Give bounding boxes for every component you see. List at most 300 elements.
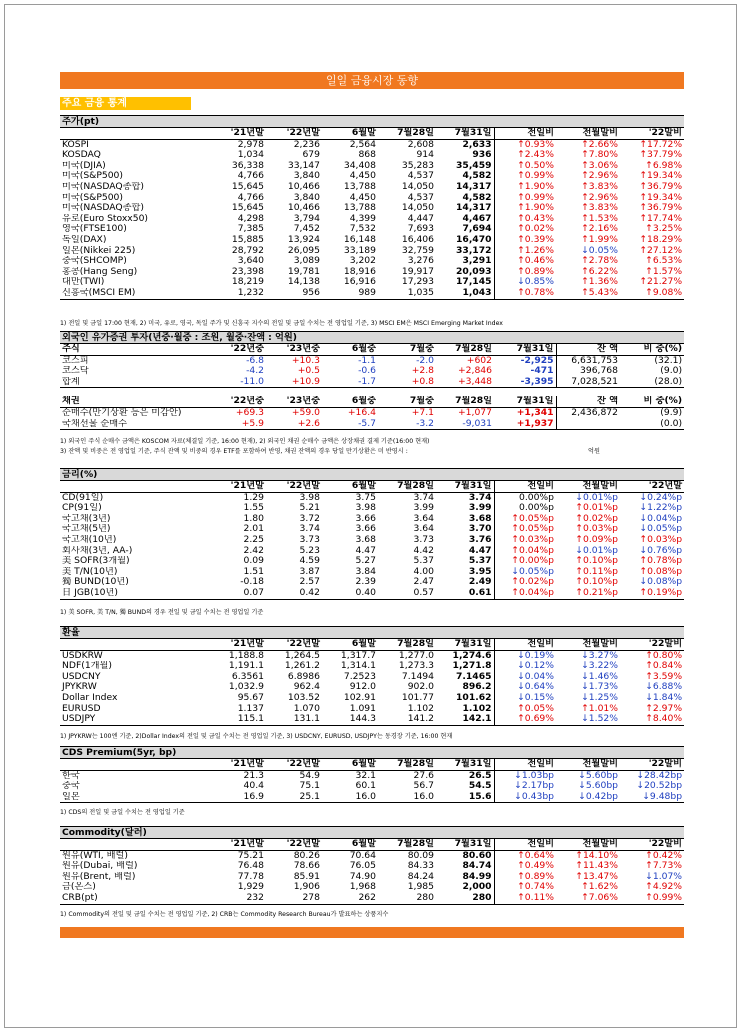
column-header: 6월말 [322, 639, 378, 651]
cell-value: 1,906 [293, 882, 320, 893]
cell-value: 7,693 [407, 224, 434, 235]
cell-value: ↓1.03bp [494, 770, 556, 781]
cell-value: ↑7.73% [645, 861, 683, 872]
cell-value: ↑0.80% [645, 650, 683, 661]
cell-value: ↓0.19% [494, 650, 556, 661]
cell-value: ↑0.05%p [494, 524, 556, 535]
spacer-row [60, 388, 684, 397]
cell-value: ↑0.99% [620, 893, 684, 904]
cell-value: 1,034 [237, 150, 264, 161]
column-header: 6월말 [322, 839, 378, 851]
column-header: 7월31일 [436, 128, 494, 140]
cell-value: 1,035 [378, 288, 436, 299]
column-header: 주식 [60, 344, 210, 356]
table-row [60, 650, 684, 661]
cell-value: ↑3.06% [581, 160, 618, 171]
cell-value: (0.0) [620, 419, 684, 430]
cell-value: 7,452 [293, 224, 320, 235]
cell-value: ↑0.50% [494, 161, 556, 172]
cell-value: 914 [416, 150, 434, 161]
cell-value: 16,148 [343, 234, 376, 245]
table-row [60, 893, 684, 904]
fx-header-row [60, 639, 684, 651]
cell-value: 19,917 [401, 266, 434, 277]
cell-value: 1,264.5 [284, 650, 320, 661]
cell-value: 4.59 [299, 556, 320, 567]
cell-value: ↑0.49% [494, 861, 556, 872]
cell-value: ↓0.08%p [639, 577, 683, 588]
cell-value: ↑19.34% [639, 171, 683, 182]
table-row [60, 355, 684, 366]
cell-value: 144.3 [322, 714, 378, 725]
cell-value: 1,043 [436, 288, 494, 299]
cell-value: 3.99 [413, 503, 434, 514]
cell-value: 75.1 [299, 781, 320, 792]
column-header: 7월31일 [436, 639, 494, 651]
cell-value: 2.42 [243, 545, 264, 556]
cell-value: ↓1.25% [581, 692, 618, 703]
cell-value: 32,759 [401, 245, 434, 256]
cell-value: 1,273.3 [398, 661, 434, 672]
cell-value: ↓0.85% [494, 277, 556, 288]
cell-value: 77.78 [237, 871, 264, 882]
cell-value: 10,466 [287, 203, 320, 214]
table-row [60, 714, 684, 725]
cell-value: ↑17.74% [639, 213, 683, 224]
cell-value: 232 [210, 893, 266, 904]
table-row [60, 882, 684, 893]
cell-value: +2.6 [266, 419, 322, 430]
table-row [60, 288, 684, 299]
cell-value: ↑0.02% [494, 224, 556, 235]
cell-value: 3.66 [355, 524, 376, 535]
cell-value: ↑1.26% [494, 246, 556, 257]
cell-value: 14,317 [456, 181, 492, 192]
cell-value: 4,447 [407, 213, 434, 224]
cell-value: ↑37.79% [639, 150, 683, 161]
row-label: 獨 BUND(10년) [62, 577, 129, 588]
cell-value: -4.2 [246, 366, 264, 377]
cell-value: 3,840 [293, 192, 320, 203]
cell-value: ↑2.16% [581, 224, 618, 235]
cell-value: 26.5 [468, 770, 492, 781]
cell-value: ↑2.96% [581, 192, 618, 203]
cell-value: 14,050 [401, 181, 434, 192]
row-label: CP(91일) [62, 503, 102, 514]
cell-value: 3.66 [355, 513, 376, 524]
row-label: 한국 [62, 770, 80, 781]
column-header: '22년말 [266, 839, 322, 851]
row-label: 日 JGB(10년) [60, 588, 210, 599]
cds-table [60, 746, 684, 803]
cell-value: ↓5.60bp [578, 770, 618, 781]
cell-value: 3.75 [355, 492, 376, 503]
cell-value: ↑2.97% [645, 703, 683, 714]
cell-value: 5.37 [413, 556, 434, 567]
cell-value: ↓0.01%p [575, 492, 618, 503]
foreign-investment-table [60, 331, 684, 430]
cell-value: ↑3.25% [645, 224, 683, 235]
column-header: 7월31일 [494, 344, 556, 356]
cell-value: ↑14.10% [575, 850, 618, 861]
column-header: 전일비 [494, 128, 556, 140]
cell-value: 1.29 [243, 492, 264, 503]
row-label: 일본 [60, 792, 210, 803]
foreign-note-unit: 억원 [588, 448, 600, 455]
cell-value: 3,202 [349, 256, 376, 267]
table-row [60, 377, 684, 388]
cell-value: ↑0.02%p [494, 577, 556, 588]
row-label: 원유(WTI, 배럴) [62, 850, 128, 861]
cell-value: -11.0 [210, 377, 266, 388]
column-header: 6월중 [322, 344, 378, 356]
row-label: NDF(1개월) [62, 661, 112, 672]
cell-value: 3.76 [468, 534, 492, 545]
cell-value: 1.070 [293, 703, 320, 714]
cell-value: ↑5.43% [556, 288, 620, 299]
cell-value: +10.3 [291, 355, 320, 366]
cell-value: 25.1 [266, 792, 322, 803]
cell-value: 2,978 [237, 139, 264, 150]
cell-value: 56.7 [413, 781, 434, 792]
column-header: '21년말 [210, 759, 266, 771]
cell-value: 679 [302, 150, 320, 161]
cell-value: -471 [530, 366, 554, 377]
table-row [60, 682, 684, 693]
cell-value: +1,077 [457, 407, 492, 418]
cell-value: (9.0) [660, 366, 683, 377]
cell-value: 4.47 [468, 545, 492, 556]
column-header: '23년중 [266, 344, 322, 356]
cell-value: 962.4 [293, 682, 320, 693]
cell-value: 2,564 [349, 139, 376, 150]
cell-value: 396,768 [556, 366, 620, 377]
column-header: 잔 액 [556, 344, 620, 356]
cell-value: 2,608 [407, 139, 434, 150]
cell-value: 10,466 [287, 181, 320, 192]
table-row [60, 492, 684, 503]
cell-value: ↑6.98% [645, 160, 683, 171]
column-header: 비 중(%) [620, 396, 684, 407]
column-header: 7월31일 [436, 759, 494, 771]
row-label: 금(온스) [62, 882, 96, 893]
cell-value: +59.0 [291, 407, 320, 418]
cell-value: ↑8.40% [620, 714, 684, 725]
cell-value: 0.61 [436, 588, 494, 599]
cell-value: 21.3 [243, 770, 264, 781]
row-label: 일본(Nikkei 225) [62, 245, 136, 256]
cell-value: ↑0.05% [494, 704, 556, 715]
table-row [60, 193, 684, 204]
row-label: 홍콩(Hang Seng) [62, 266, 138, 277]
foreign-section-title: 외국인 유가증권 투자(년중·월중 : 조원, 월중·잔액 : 억원) [60, 332, 684, 344]
cell-value: 868 [358, 150, 376, 161]
cell-value: 3,794 [293, 213, 320, 224]
cell-value: ↑1.53% [581, 213, 618, 224]
cell-value: 1,968 [349, 882, 376, 893]
cell-value: 3.72 [299, 513, 320, 524]
cell-value: 101.62 [456, 692, 492, 703]
fx-section-title: 환율 [60, 627, 684, 639]
column-header: '22년말 [620, 481, 684, 493]
table-row [60, 139, 684, 150]
cell-value: 16.9 [210, 792, 266, 803]
cell-value: 3.64 [413, 524, 434, 535]
column-header: 잔 액 [556, 396, 620, 407]
cell-value: ↑0.03%p [494, 535, 556, 546]
cell-value: ↑19.34% [639, 192, 683, 203]
cell-value: ↓1.84% [645, 692, 683, 703]
cell-value: 13,788 [343, 181, 376, 192]
cell-value: 3.95 [468, 566, 492, 577]
cell-value: 1,274.6 [452, 650, 492, 661]
column-header: 7월31일 [494, 396, 556, 407]
column-header: '22년중 [210, 344, 266, 356]
row-label: USDJPY [60, 714, 210, 725]
column-header: 7월중 [378, 396, 436, 407]
cell-value: 956 [266, 288, 322, 299]
rates-note: 1) 美 SOFR, 美 T/N, 獨 BUND의 경우 전일 및 금일 수치는 전 영업일 기준 [60, 609, 264, 616]
cell-value: 54.5 [468, 781, 492, 792]
footer-bar [60, 927, 684, 938]
cell-value: ↑0.74% [494, 882, 556, 893]
cell-value: +1,341 [516, 407, 554, 418]
row-label: 순매수(만기상환 등은 미감안) [62, 407, 182, 418]
column-header [60, 481, 210, 493]
cell-value: 16.0 [378, 792, 436, 803]
cell-value: 902.0 [407, 682, 434, 693]
cell-value: 80.60 [462, 850, 492, 861]
cell-value: ↑13.47% [575, 871, 618, 882]
cell-value: ↑0.10%p [575, 556, 618, 567]
stock-note: 1) 전일 및 금일 17:00 현재, 2) 미국, 유로, 영국, 독일 주가 및 신흥국 지수의 전일 및 금일 수치는 전 영업일 기준, 3) MSCI EM은 MSCI Emerging Market Index [60, 320, 503, 327]
cell-value: 3.74 [468, 492, 492, 503]
cell-value: ↓2.17bp [494, 781, 556, 792]
cell-value: 131.1 [266, 714, 322, 725]
cell-value: 103.52 [287, 692, 320, 703]
cell-value: 1.80 [243, 513, 264, 524]
table-row [60, 770, 684, 781]
row-label: EURUSD [62, 703, 101, 714]
column-header: '22말비 [620, 639, 684, 651]
cell-value: 989 [322, 288, 378, 299]
cell-value: 15,645 [231, 181, 264, 192]
cell-value: ↑1.01% [581, 703, 618, 714]
cell-value: 15,645 [231, 203, 264, 214]
column-header: '22년중 [210, 396, 266, 407]
column-header: '22년말 [266, 639, 322, 651]
foreign-note-2: 3) 잔액 및 비중은 전 영업일 기준, 주식 잔액 및 비중의 경우 ETF를 포함하여 반영, 채권 잔액의 경우 당일 만기상환은 미 반영시 : [60, 448, 408, 455]
cell-value: 76.48 [237, 861, 264, 872]
row-label: JPYKRW [62, 682, 97, 693]
cell-value: 141.2 [378, 714, 436, 725]
cell-value: ↑0.43% [494, 214, 556, 225]
cell-value: ↑3.83% [581, 203, 618, 214]
cell-value: ↑0.46% [494, 256, 556, 267]
cell-value: ↑0.69% [494, 714, 556, 725]
cell-value: ↑0.00%p [494, 556, 556, 567]
cell-value: 2,633 [462, 139, 492, 150]
table-row [60, 267, 684, 278]
cell-value: ↑0.78% [494, 288, 556, 299]
cell-value: +1,937 [494, 419, 556, 430]
row-label: CRB(pt) [60, 893, 210, 904]
cell-value: 5.37 [468, 556, 492, 567]
table-row [60, 567, 684, 578]
cell-value: ↓0.05%p [639, 524, 683, 535]
cell-value: ↓1.52% [556, 714, 620, 725]
cell-value: 85.91 [293, 871, 320, 882]
row-label: 美 SOFR(3개월) [62, 556, 130, 567]
row-label: KOSPI [62, 139, 89, 150]
cell-value: ↑7.80% [581, 150, 618, 161]
cell-value: 1,277.0 [398, 650, 434, 661]
row-label: 원유(Dubai, 배럴) [62, 861, 138, 872]
cell-value: +7.1 [411, 407, 434, 418]
cell-value: 7,532 [349, 224, 376, 235]
cell-value: 1.102 [462, 703, 492, 714]
cell-value: ↑2.43% [494, 150, 556, 161]
cell-value: 7.1465 [456, 671, 492, 682]
table-row [60, 246, 684, 257]
cell-value: ↑0.84% [645, 661, 683, 672]
cell-value: 5.21 [299, 503, 320, 514]
cds-note: 1) CDS의 전일 및 금일 수치는 전 영업일 기준 [60, 809, 185, 816]
column-header: '22년말 [266, 481, 322, 493]
cell-value: -9,031 [436, 419, 494, 430]
row-label: 대만(TWI) [62, 277, 105, 288]
fx-note: 1) JPYKRW는 100엔 기준, 2)Dollar Index의 전일 및 금일 수치는 전 영업일 기준, 3) USDCNY, EURUSD, USDJPY는 동경장 기준, 16:00 현재 [60, 733, 453, 740]
cell-value: 4,582 [462, 192, 492, 203]
cell-value: 6,631,753 [556, 355, 620, 366]
cell-value: 4,450 [349, 192, 376, 203]
cell-value: 1.55 [243, 503, 264, 514]
cell-value: 0.00%p [494, 492, 556, 503]
cell-value: ↑0.21%p [556, 588, 620, 599]
cell-value: ↑2.96% [581, 171, 618, 182]
cell-value: 896.2 [462, 682, 492, 693]
row-label: Dollar Index [62, 692, 118, 703]
stock-header-row [60, 128, 684, 140]
cell-value: 7.2523 [343, 671, 376, 682]
cell-value: 95.67 [237, 692, 264, 703]
cell-value: ↑0.03%p [639, 534, 683, 545]
cell-value: 0.57 [378, 588, 436, 599]
cell-value: 3.73 [413, 534, 434, 545]
cell-value: 13,924 [287, 234, 320, 245]
cell-value: 14,317 [456, 203, 492, 214]
cell-value: -1.1 [358, 355, 376, 366]
cell-value: ↑0.01%p [575, 503, 618, 514]
cell-value: +69.3 [235, 407, 264, 418]
cell-value: 2.57 [299, 577, 320, 588]
cell-value: 18,219 [231, 277, 264, 288]
column-header: '22년말 [266, 759, 322, 771]
cell-value: ↑0.89% [494, 872, 556, 883]
table-row [60, 872, 684, 883]
cell-value: 54.9 [299, 770, 320, 781]
cell-value: 33,172 [456, 245, 492, 256]
cell-value: ↓0.76%p [639, 545, 683, 556]
column-header: 채권 [60, 396, 210, 407]
cell-value: 16.0 [322, 792, 378, 803]
stock-section-title: 주가(pt) [60, 116, 684, 128]
row-label: 중국(SHCOMP) [62, 256, 127, 267]
table-row [60, 535, 684, 546]
row-label: 국채선물 순매수 [60, 419, 210, 430]
cell-value: 80.26 [293, 850, 320, 861]
cell-value: 36,338 [231, 160, 264, 171]
column-header [60, 759, 210, 771]
table-row [60, 514, 684, 525]
cell-value: +602 [466, 355, 492, 366]
cell-value: 4,399 [349, 213, 376, 224]
table-row [60, 577, 684, 588]
cell-value: 84.24 [407, 871, 434, 882]
cell-value: ↓3.22% [581, 661, 618, 672]
cell-value: -5.7 [322, 419, 378, 430]
cell-value: 115.1 [210, 714, 266, 725]
cell-value: 19,781 [287, 266, 320, 277]
table-row [60, 588, 684, 599]
cell-value: ↑4.92% [645, 882, 683, 893]
cell-value: -3.2 [378, 419, 436, 430]
column-header: 전월말비 [556, 839, 620, 851]
table-row [60, 224, 684, 235]
cell-value: ↑0.64% [494, 850, 556, 861]
cell-value: ↑0.78%p [639, 556, 683, 567]
table-row [60, 150, 684, 161]
cell-value: ↓1.73% [581, 682, 618, 693]
cell-value: 7.1494 [401, 671, 434, 682]
row-label: 합계 [60, 377, 210, 388]
cell-value: ↑0.08%p [639, 566, 683, 577]
cell-value: 4,537 [407, 192, 434, 203]
cell-value: 7,694 [462, 224, 492, 235]
cell-value: 1,232 [210, 288, 266, 299]
cell-value: 27.6 [413, 770, 434, 781]
row-label: 원유(Brent, 배럴) [62, 871, 136, 882]
cell-value: 0.07 [210, 588, 266, 599]
cell-value: 3.74 [413, 492, 434, 503]
cell-value: 2.47 [413, 577, 434, 588]
cell-value: 1.137 [237, 703, 264, 714]
column-header: 전일비 [494, 759, 556, 771]
commodity-section-title: Commodity(달러) [60, 827, 684, 839]
cell-value: ↓0.05%p [494, 567, 556, 578]
cell-value: 142.1 [436, 714, 494, 725]
cell-value: 7,028,521 [556, 377, 620, 388]
cell-value: ↑0.09%p [575, 534, 618, 545]
cell-value: 20,093 [456, 266, 492, 277]
cell-value: 1,191.1 [228, 661, 264, 672]
cell-value: 1.51 [243, 566, 264, 577]
cell-value: 3.68 [468, 513, 492, 524]
column-header [60, 639, 210, 651]
cell-value: -0.6 [358, 366, 376, 377]
cell-value: 60.1 [355, 781, 376, 792]
cell-value: 17,145 [456, 277, 492, 288]
cell-value: ↑9.08% [620, 288, 684, 299]
column-header: 7월31일 [436, 839, 494, 851]
cell-value: 3,089 [293, 256, 320, 267]
cell-value: 78.66 [293, 861, 320, 872]
cell-value: ↑1.57% [645, 266, 683, 277]
table-row [60, 503, 684, 514]
cell-value: 4,467 [462, 213, 492, 224]
column-header: 7월28일 [378, 639, 436, 651]
column-header: '21년말 [210, 128, 266, 140]
